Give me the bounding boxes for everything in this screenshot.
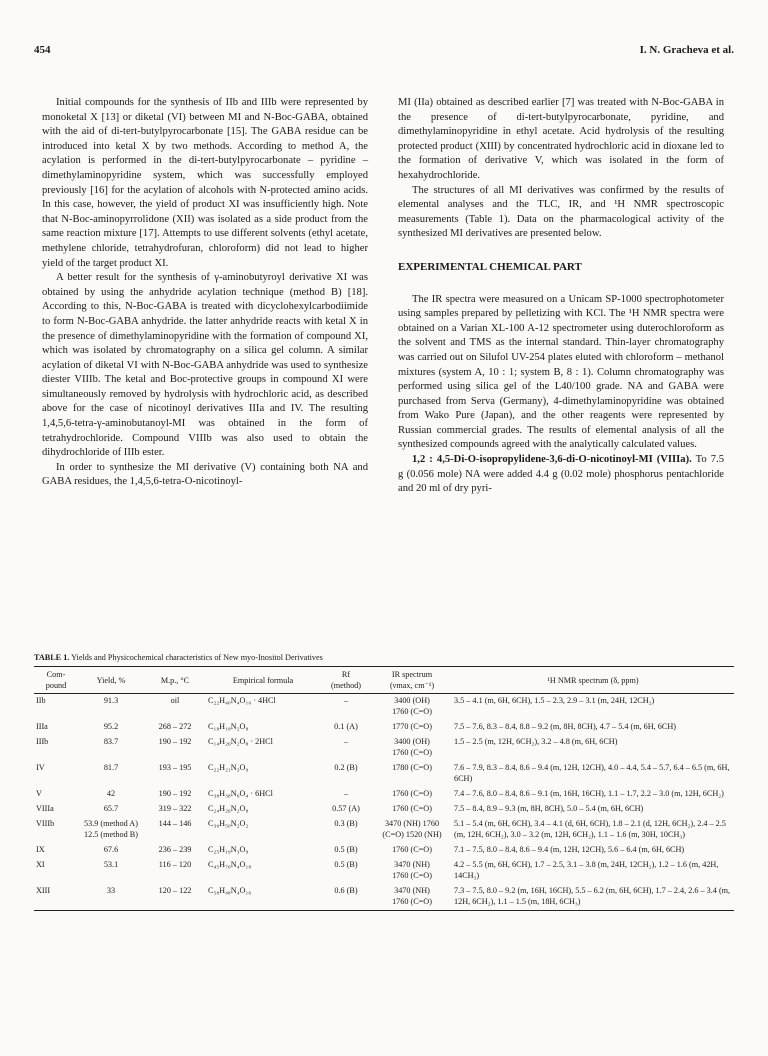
table-cell: 120 – 122: [144, 884, 206, 911]
table-cell: –: [343, 696, 349, 705]
table-cell: XIII: [34, 884, 78, 911]
table-header-row: [34, 667, 734, 694]
paragraph: The structures of all MI derivatives was confirmed by the results of elemental analyses and the TLC, IR, and ¹H NMR spectroscopic measurements (Table 1). Data on the pharmacological activity of the synthesized MI derivatives are presented below.: [398, 184, 724, 240]
table-caption-label: TABLE 1.: [34, 653, 70, 662]
table-cell: 53.1: [103, 860, 119, 869]
table-cell: 7.5 – 7.6, 8.3 – 8.4, 8.8 – 9.2 (m, 8H, 8CH), 4.7 – 5.4 (m, 6H, 6CH): [454, 722, 676, 731]
table-cell: 144 – 146: [158, 819, 192, 828]
table-cell: 0.57 (A): [332, 804, 360, 813]
table-cell: 53.9 (method A) 12.5 (method B): [84, 819, 138, 839]
compound-text: To 7.5 g (0.056 mole) NA were added 4.4 g (0.02 mole) phosphorus pentachloride and 20 ml of dry pyri-: [398, 454, 724, 495]
table-cell: 7.1 – 7.5, 8.0 – 8.4, 8.6 – 9.4 (m, 12H, 12CH), 5.6 – 6.4 (m, 6H, 6CH): [454, 845, 685, 854]
running-header-authors: I. N. Gracheva et al.: [639, 44, 734, 56]
table-caption-text: Yields and Physicochemical characteristics of New myo-Inositol Derivatives: [69, 653, 323, 662]
section-heading: EXPERIMENTAL CHEMICAL PART: [398, 260, 582, 273]
table-row: [34, 694, 734, 721]
table-cell: 1760 (C=O): [392, 804, 432, 813]
table-cell: 7.6 – 7.9, 8.3 – 8.4, 8.6 – 9.4 (m, 12H, 12CH), 4.0 – 4.4, 5.4 – 5.7, 6.4 – 6.5 (m, 6H, 6CH): [454, 763, 730, 783]
table-cell: 0.5 (B): [334, 860, 358, 869]
table-row: [34, 735, 734, 761]
column-header: Rf (method): [320, 667, 372, 694]
table-cell: 3470 (NH) 1760 (C=O): [372, 884, 452, 911]
table-row: [34, 761, 734, 787]
paragraph: The IR spectra were measured on a Unicam SP-1000 spectrophotometer using samples prepared by pelletizing with KCl. The ¹H NMR spectra were obtained on a Varian XL-100 A-12 spectrometer using duterochloroform as the solvent and TMS as the internal standard. Thin-layer chromatography was carried out on Silufol UV-254 plates eluted with chloroform – methanol mixtures (system A, 10 : 1; system B, 8 : 1). Column chromatography was performed using silica gel of the L40/100 grade. NA and GABA were purchased from Serva (Germany), 4-dimethylaminopyridine was obtained from Wako Pure (Japan), and the other reagents were represented by Russian commercial grades. The results of elemental analysis of all the synthesized compounds agreed with the analytically calculated values.: [398, 293, 724, 451]
table-cell: 3.5 – 4.1 (m, 6H, 6CH), 1.5 – 2.3, 2.9 – 3.1 (m, 24H, 12CH₂): [454, 696, 655, 705]
table-cell: IX: [36, 845, 45, 854]
table-cell: 1760 (C=O): [392, 789, 432, 798]
paragraph: A better result for the synthesis of γ-aminobutyroyl derivative XI was obtained by using the anhydride acylation technique (method B) [18]. According to this, N-Boc-GABA is treated with dicyclohexylcarbodiimide to form N-Boc-GABA anhydride. the latter anhydride reacts with ketal X in the presence of dimethylaminopyridine with the formation of compound XI, which was isolated by chromatography on a silica gel column. A similar acylation of diketal VI with N-Boc-GABA anhydride was used to synthesize diester VIIIb. The ketal and Boc-protective groups in compound XI were simultaneously removed by hydrolysis with hydrochloric acid, as described above for the case of nicotinoyl derivatives IIIa and IV. The resulting 1,4,5,6-tetra-γ-aminobutanoyl-MI was obtained in the form of tetrahydrochloride. Compound VIIIb was also used to obtain the dihydrochloride of IIIb ester.: [42, 272, 368, 459]
table-cell: 0.5 (B): [334, 845, 358, 854]
table-cell: 3470 (NH) 1760 (C=O): [392, 860, 432, 880]
table-row: [34, 720, 734, 735]
table-cell: 3400 (OH) 1760 (C=O): [392, 737, 432, 757]
table-cell: 7.3 – 7.5, 8.0 – 9.2 (m, 16H, 16CH), 5.5 – 6.2 (m, 6H, 6CH), 1.7 – 2.4, 2.6 – 3.4 (m, 12H, 6CH₂), 1.1 – 1.5 (m, 18H, 6CH₃): [452, 884, 734, 911]
table-cell: C₂₂H₂₁N₃O₉: [208, 763, 249, 772]
paragraph: Initial compounds for the synthesis of IIb and IIIb were represented by monoketal X [13] or diketal (VI) between MI and N-Boc-GABA, obtained with the aid of di-tert-butylpyrocarbonate [15]. The GABA residue can be introduced into ketal X by two methods. According to method A, the acylation is performed in the di-tert-butylpyrocarbonate – pyridine – dimethylaminopyridine system, which was successfully employed previously [16] for the acylation of alcohols with N-protected amino acids. In this case, however, the yield of product XI was insufficiently high. Note that N-Boc-aminopyrrolidone (XII) was isolated as a side product from the same reaction mixture [17]. Attempts to use different solvents (ethyl acetate, methylene chloride, tetrahydrofuran, chloroform) did not lead to higher yield of the target product XI.: [42, 97, 368, 269]
column-header: M.p., °C: [144, 667, 206, 694]
table-cell: 65.7: [103, 804, 119, 813]
table-cell: C₂₅H₁₉N₃O₉: [208, 845, 249, 854]
data-table: [34, 666, 734, 911]
table-cell: 1780 (C=O): [392, 763, 432, 772]
table-cell: 190 – 192: [158, 789, 192, 798]
column-header: ¹H NMR spectrum (δ, ppm): [452, 667, 734, 694]
page-number: 454: [34, 44, 51, 56]
column-header: Com- pound: [34, 667, 78, 694]
table-cell: –: [343, 737, 349, 746]
table-row: [34, 884, 734, 911]
table-cell: IV: [36, 763, 45, 772]
table-cell: 0.6 (B): [320, 884, 372, 911]
left-text-column: [42, 96, 368, 490]
table-cell: 7.4 – 7.6, 8.0 – 8.4, 8.6 – 9.1 (m, 16H, 16CH), 1.1 – 1.7, 2.2 – 3.0 (m, 12H, 6CH₂): [454, 789, 724, 798]
table-cell: C₁₄H₂₆N₂O₈ · 2HCl: [208, 737, 273, 746]
table-cell: 67.6: [103, 845, 119, 854]
table-row: [34, 787, 734, 802]
table-cell: IIIa: [36, 722, 48, 731]
table-cell: oil: [170, 696, 180, 705]
table-cell: 3470 (NH) 1760 (C=O) 1520 (NH): [382, 819, 442, 839]
table-cell: 268 – 272: [158, 722, 192, 731]
column-header: Yield, %: [78, 667, 144, 694]
table-cell: 193 – 195: [158, 763, 192, 772]
table-cell: IIb: [36, 696, 46, 705]
table-cell: C₅₈H₄₈N₄O₁₆: [206, 884, 320, 911]
table-row: [34, 817, 734, 843]
column-header: Empirical formula: [206, 667, 320, 694]
table-cell: 1760 (C=O): [392, 845, 432, 854]
table-cell: 1770 (C=O): [392, 722, 432, 731]
paragraph: In order to synthesize the MI derivative (V) containing both NA and GABA residues, the 1,4,5,6-tetra-O-nicotinoyl-: [42, 461, 368, 488]
table-cell: 91.3: [103, 696, 119, 705]
compound-paragraph: [398, 453, 724, 497]
table-cell: C₁₈H₁₈N₂O₈: [208, 722, 249, 731]
table-cell: 116 – 120: [158, 860, 192, 869]
paragraph: MI (IIa) obtained as described earlier [7] was treated with N-Boc-GABA in the presence of di-tert-butylpyrocarbonate, pyridine, and dimethylaminopyridine in ethyl acetate. Acid hydrolysis of the resulting protected product (XIII) by concentrated hydrochloric acid in dioxane led to the formation of derivative V, which was isolated in the form of hexahydrochloride.: [398, 97, 724, 181]
compound-heading: 1,2 : 4,5-Di-O-isopropylidene-3,6-di-O-nicotinoyl-MI (VIIIa).: [412, 454, 692, 466]
table-cell: 319 – 322: [158, 804, 192, 813]
table-row: [34, 802, 734, 817]
table-body: [34, 694, 734, 911]
column-header: IR spectrum (νmax, cm⁻¹): [372, 667, 452, 694]
table-cell: –: [343, 789, 349, 798]
table-cell: C₃₈H₃₈N₆O₄ · 6HCl: [208, 789, 273, 798]
table-cell: 83.7: [103, 737, 119, 746]
table-cell: 4.2 – 5.5 (m, 6H, 6CH), 1.7 – 2.5, 3.1 – 3.8 (m, 24H, 12CH₂), 1.2 – 1.6 (m, 42H, 14CH₃): [454, 860, 719, 880]
table-cell: 1.5 – 2.5 (m, 12H, 6CH₂), 3.2 – 4.8 (m, 6H, 6CH): [454, 737, 618, 746]
table-cell: V: [36, 789, 42, 798]
table-cell: 81.7: [103, 763, 119, 772]
table-cell: 190 – 192: [158, 737, 192, 746]
table-cell: 0.3 (B): [334, 819, 358, 828]
table-cell: 33: [78, 884, 144, 911]
table-cell: C₂₂H₄₀N₄O₁₀ · 4HCl: [208, 696, 276, 705]
table-cell: C₃₀H₅₀N₂O₂: [208, 819, 249, 828]
table-cell: IIIb: [36, 737, 49, 746]
table-cell: VIIIa: [36, 804, 54, 813]
table-cell: 3400 (OH) 1760 (C=O): [392, 696, 432, 716]
table-row: [34, 843, 734, 858]
table-cell: 0.1 (A): [334, 722, 358, 731]
table-cell: 236 – 239: [158, 845, 192, 854]
right-text-column: [398, 96, 724, 497]
table-cell: C₂₄H₂₆N₂O₈: [208, 804, 249, 813]
table-cell: VIIIb: [36, 819, 55, 828]
table-cell: 7.5 – 8.4, 8.9 – 9.3 (m, 8H, 8CH), 5.0 – 5.4 (m, 6H, 6CH): [454, 804, 644, 813]
table-cell: 42: [106, 789, 116, 798]
table-cell: 95.2: [103, 722, 119, 731]
table-caption: [34, 653, 323, 662]
table-cell: 5.1 – 5.4 (m, 6H, 6CH), 3.4 – 4.1 (d, 6H, 6CH), 1.8 – 2.1 (d, 12H, 6CH₂), 2.4 – 2.5 (m, 12H, 6CH₂), 3.0 – 3.2 (m, 12H, 6CH₂), 1.1 – 1.6 (m, 30H, 10CH₃): [454, 819, 726, 839]
table-cell: 0.2 (B): [334, 763, 358, 772]
table-cell: XI: [36, 860, 45, 869]
table-row: [34, 858, 734, 884]
table-cell: C₄₅H₇₆N₄O₁₈: [208, 860, 252, 869]
